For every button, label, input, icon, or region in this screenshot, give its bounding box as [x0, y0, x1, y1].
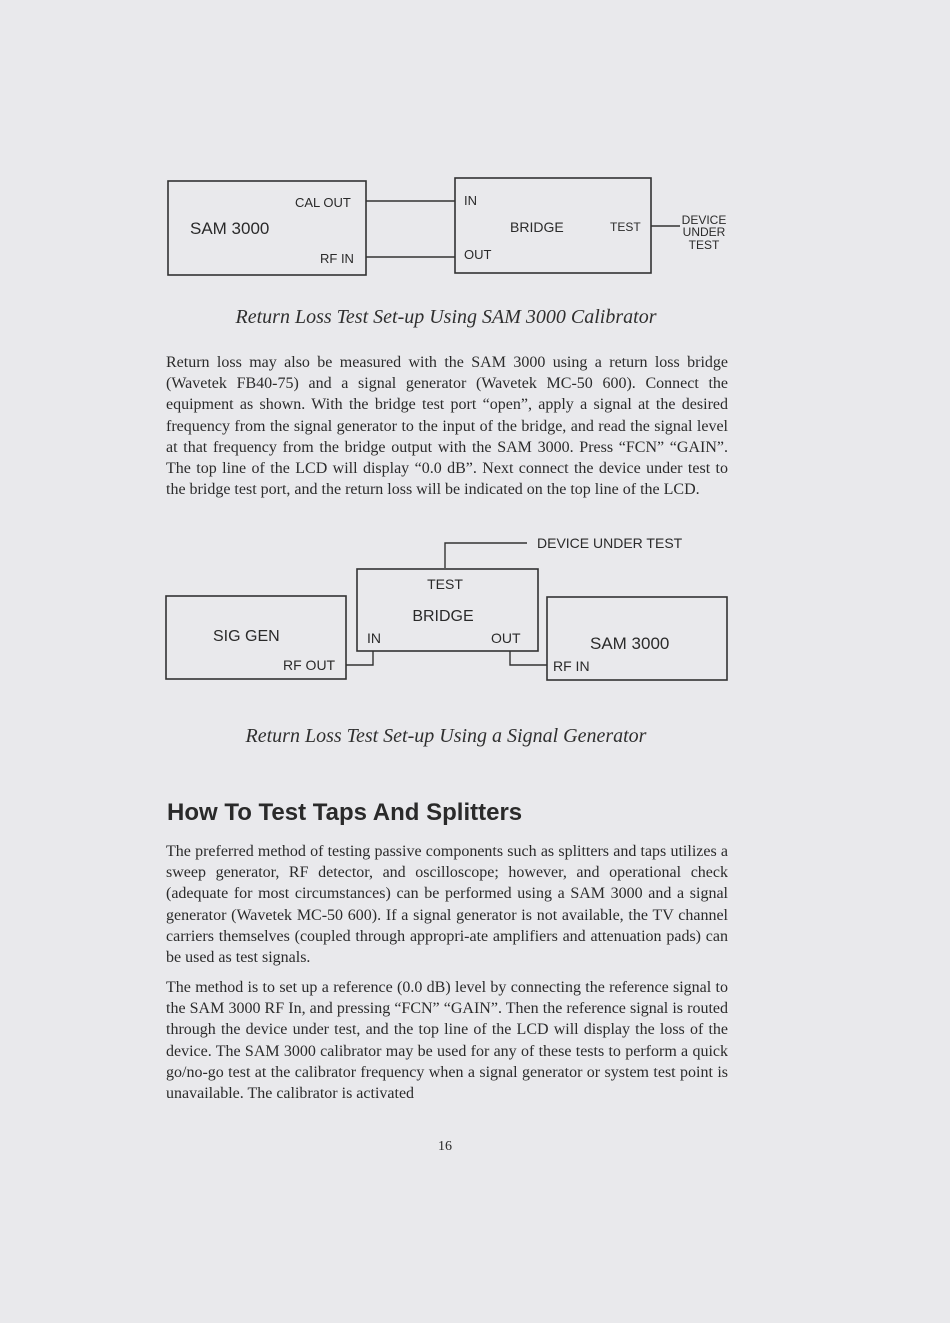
bridge-test-label: TEST	[427, 576, 463, 592]
page-number: 16	[438, 1139, 452, 1154]
dut-label-line1: DEVICE	[681, 213, 727, 227]
dut-label: DEVICE UNDER TEST	[537, 535, 683, 551]
dut-label-line3: TEST	[688, 238, 720, 252]
caption-calibrator-setup: Return Loss Test Set-up Using SAM 3000 Calibrator	[235, 306, 657, 328]
rf-out-connection	[346, 651, 373, 665]
paragraph-method: The method is to set up a reference (0.0 dB) level by connecting the reference signal to the SAM 3000 RF In, and pressing “FCN” “GAIN”. Then the reference signal is routed through the device under test, and the top line of the LCD will display the loss of the device. The SAM 3000 calibrator may be used for any of these tests to perform a quick go/no-go test at the calibrator frequency when a signal generator or system test point is unavailable. The calibrator is activated	[166, 979, 728, 1103]
dut-connection	[445, 543, 527, 568]
section-heading: How To Test Taps And Splitters	[167, 799, 523, 826]
rf-in-connection	[510, 651, 547, 665]
caption-signal-generator-setup: Return Loss Test Set-up Using a Signal Generator	[245, 725, 647, 747]
rf-in-label: RF IN	[320, 251, 354, 266]
paragraph-preferred-method: The preferred method of testing passive components such as splitters and taps utilizes a sweep generator, RF detector, and oscilloscope; however, and operational check (adequate for most circumstances) can be performed using a SAM 3000 and a signal generator (Wavetek MC-50 600). If a signal generator is not available, the TV channel carriers themselves (coupled through appropri-ate amplifiers and attenuation pads) can be used as test signals.	[166, 843, 728, 967]
rf-in-label: RF IN	[553, 658, 590, 674]
bridge-out-label: OUT	[491, 630, 521, 646]
paragraph-return-loss: Return loss may also be measured with the SAM 3000 using a return loss bridge (Wavetek FB40-75) and a signal generator (Wavetek MC-50 600). Connect the equipment as shown. With the bridge test port “open”, apply a signal at the desired frequency from the signal generator to the input of the bridge, and read the signal level at that frequency from the bridge output with the SAM 3000. Press “FCN” “GAIN”. The top line of the LCD will display “0.0 dB”. Next connect the device under test to the bridge test port, and the return loss will be indicated on the top line of the LCD.	[166, 354, 728, 499]
bridge-label: BRIDGE	[510, 219, 564, 235]
bridge-in-label: IN	[367, 630, 381, 646]
bridge-test-label: TEST	[610, 220, 641, 234]
dut-label-line2: UNDER	[682, 225, 726, 239]
diagram-signal-generator-setup	[0, 520, 950, 700]
cal-out-label: CAL OUT	[295, 195, 351, 210]
bridge-out-label: OUT	[464, 247, 492, 262]
bridge-in-label: IN	[464, 193, 477, 208]
sam3000-label: SAM 3000	[190, 219, 270, 238]
rf-out-label: RF OUT	[283, 657, 336, 673]
siggen-label: SIG GEN	[213, 628, 280, 645]
diagram-calibrator-setup	[0, 0, 950, 300]
bridge-label: BRIDGE	[412, 608, 474, 625]
sam3000-label: SAM 3000	[590, 634, 670, 653]
